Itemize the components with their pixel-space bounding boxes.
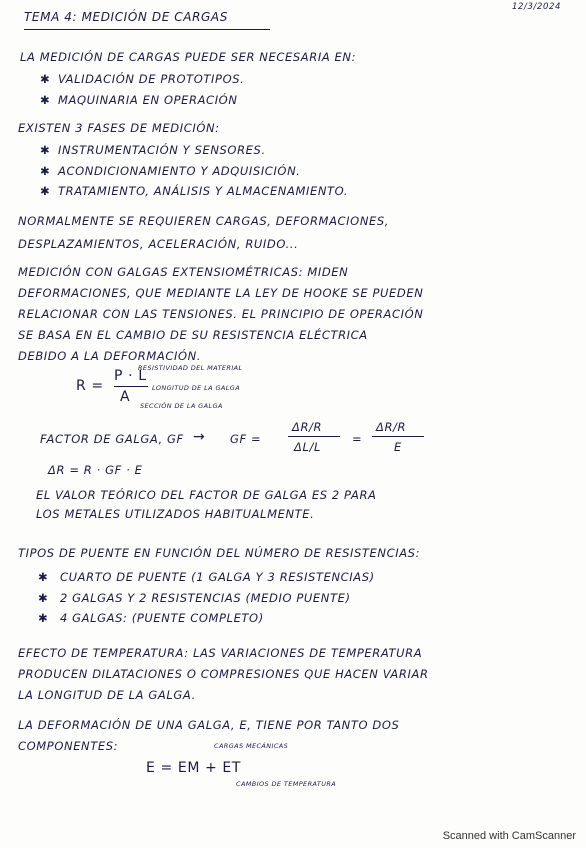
note-resistivity: RESISTIVIDAD DEL MATERIAL bbox=[138, 364, 243, 372]
intro-item: MAQUINARIA EN OPERACIÓN bbox=[58, 93, 238, 107]
phase-item: INSTRUMENTACIÓN Y SENSORES. bbox=[58, 143, 266, 157]
bullet-icon: ✱ bbox=[40, 93, 51, 107]
bridge-item: 2 GALGAS Y 2 RESISTENCIAS (MEDIO PUENTE) bbox=[60, 591, 351, 605]
intro-item: VALIDACIÓN DE PROTOTIPOS. bbox=[58, 72, 245, 86]
strain-gauge-line: DEFORMACIONES, QUE MEDIANTE LA LEY DE HOOKE SE PUEDEN bbox=[18, 286, 424, 300]
deformation-formula: Ε = ΕM + ΕT bbox=[146, 760, 242, 776]
requirements-line: NORMALMENTE SE REQUIEREN CARGAS, DEFORMACIONES, bbox=[18, 214, 390, 228]
temperature-line: EFECTO DE TEMPERATURA: LAS VARIACIONES DE TEMPERATURA bbox=[18, 646, 423, 660]
note-area: SECCIÓN DE LA GALGA bbox=[140, 402, 223, 410]
temperature-line: PRODUCEN DILATACIONES O COMPRESIONES QUE HACEN VARIAR bbox=[18, 667, 429, 681]
resistance-denominator: A bbox=[120, 389, 131, 405]
bridge-item: CUARTO DE PUENTE (1 GALGA Y 3 RESISTENCIAS) bbox=[60, 570, 375, 584]
resistance-numerator: Ρ · L bbox=[114, 368, 147, 384]
scanner-watermark: Scanned with CamScanner bbox=[442, 830, 576, 842]
deformation-line: LA DEFORMACIÓN DE UNA GALGA, Ε, TIENE POR TANTO DOS bbox=[18, 718, 400, 732]
temperature-line: LA LONGITUD DE LA GALGA. bbox=[18, 688, 196, 702]
gauge-factor-lhs: GF = bbox=[230, 432, 262, 446]
bullet-icon: ✱ bbox=[38, 570, 49, 584]
gauge-factor-label: FACTOR DE GALGA, GF bbox=[40, 432, 184, 446]
note-temperature-changes: CAMBIOS DE TEMPERATURA bbox=[236, 780, 337, 788]
bullet-icon: ✱ bbox=[40, 184, 51, 198]
bullet-icon: ✱ bbox=[38, 611, 49, 625]
gf-fraction1-numerator: ΔR/R bbox=[292, 420, 323, 434]
date-label: 12/3/2024 bbox=[512, 2, 561, 12]
gauge-factor-note: EL VALOR TEÓRICO DEL FACTOR DE GALGA ES 2 PARA bbox=[36, 488, 377, 502]
gauge-factor-note: LOS METALES UTILIZADOS HABITUALMENTE. bbox=[36, 507, 315, 521]
fraction-bar bbox=[288, 436, 340, 437]
delta-r-formula: ΔR = R · GF · Ε bbox=[48, 463, 143, 477]
fraction-bar bbox=[114, 386, 148, 387]
phase-item: ACONDICIONAMIENTO Y ADQUISICIÓN. bbox=[58, 164, 301, 178]
requirements-line: DESPLAZAMIENTOS, ACELERACIÓN, RUIDO... bbox=[18, 237, 299, 251]
note-mechanical-loads: CARGAS MECÁNICAS bbox=[214, 742, 289, 750]
bridge-item: 4 GALGAS: (PUENTE COMPLETO) bbox=[60, 611, 264, 625]
title-underline bbox=[24, 29, 270, 30]
arrow-right-icon: → bbox=[193, 429, 206, 445]
strain-gauge-line: MEDICIÓN CON GALGAS EXTENSIOMÉTRICAS: MIDEN bbox=[18, 265, 349, 279]
bullet-icon: ✱ bbox=[38, 591, 49, 605]
page-title: TEMA 4: MEDICIÓN DE CARGAS bbox=[24, 10, 228, 24]
note-length: LONGITUD DE LA GALGA bbox=[152, 384, 241, 392]
strain-gauge-line: SE BASA EN EL CAMBIO DE SU RESISTENCIA ELÉCTRICA bbox=[18, 328, 368, 342]
bullet-icon: ✱ bbox=[40, 164, 51, 178]
deformation-line: COMPONENTES: bbox=[18, 739, 119, 753]
gf-fraction1-denominator: ΔL/L bbox=[294, 440, 321, 454]
resistance-lhs: R = bbox=[76, 378, 104, 394]
intro-heading: LA MEDICIÓN DE CARGAS PUEDE SER NECESARIA EN: bbox=[20, 50, 357, 64]
bullet-icon: ✱ bbox=[40, 72, 51, 86]
bridge-heading: TIPOS DE PUENTE EN FUNCIÓN DEL NÚMERO DE RESISTENCIAS: bbox=[18, 546, 421, 560]
gf-fraction2-numerator: ΔR/R bbox=[376, 420, 407, 434]
phase-item: TRATAMIENTO, ANÁLISIS Y ALMACENAMIENTO. bbox=[58, 184, 349, 198]
strain-gauge-line: DEBIDO A LA DEFORMACIÓN. bbox=[18, 349, 202, 363]
phases-heading: EXISTEN 3 FASES DE MEDICIÓN: bbox=[18, 121, 220, 135]
strain-gauge-line: RELACIONAR CON LAS TENSIONES. EL PRINCIPIO DE OPERACIÓN bbox=[18, 307, 424, 321]
bullet-icon: ✱ bbox=[40, 143, 51, 157]
gf-fraction2-denominator: Ε bbox=[394, 440, 402, 454]
equals-sign: = bbox=[352, 432, 363, 446]
fraction-bar bbox=[372, 436, 424, 437]
